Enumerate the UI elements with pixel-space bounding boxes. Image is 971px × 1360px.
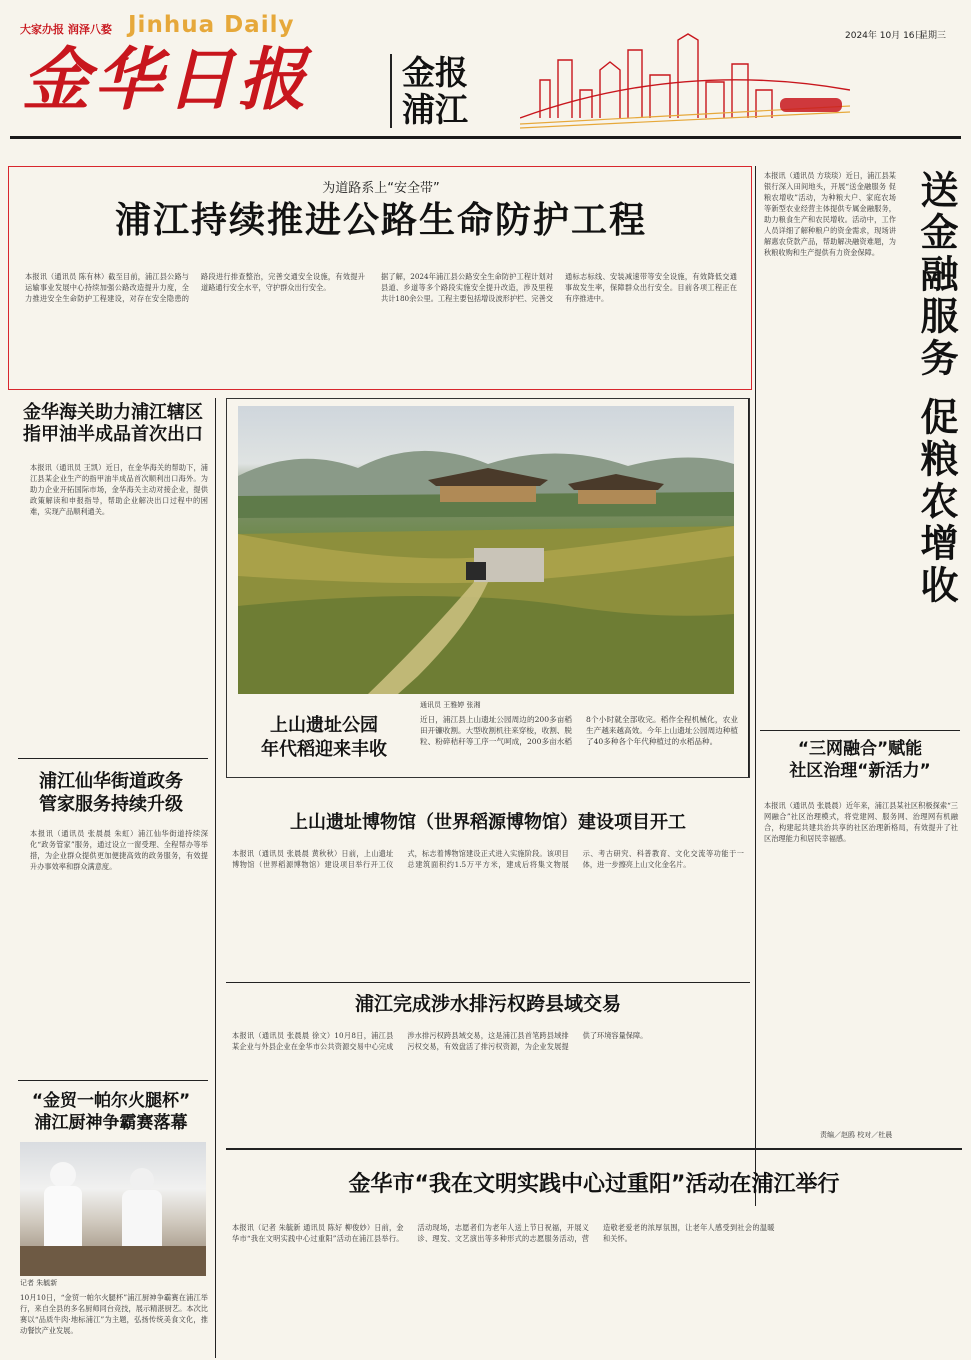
masthead-date: 2024年 10月 16日 [845, 31, 924, 41]
city-skyline-graphic [520, 20, 850, 130]
community-title: “三网融合”赋能 社区治理“新活力” [789, 739, 931, 781]
column-divider-left [215, 398, 216, 1358]
chef-title: “金贸一帕尔火腿杯” 浦江厨神争霸赛落幕 [31, 1091, 191, 1133]
lead-body-1: 本报讯（通讯员 陈有林）截至目前，浦江县公路与运输事业发展中心持续加强公路改造提升力度，全力推进安全生命防护工程建设，对存在安全隐患的路段进行排查整治，完善交通安全设施，有效提升道路通行安全水平，守护群众出行安全。 [25, 272, 365, 303]
community-editor: 责编／赵鸥 校对／杜晨 [820, 1131, 893, 1139]
masthead-weekday: 星期三 [919, 31, 947, 41]
masthead-english-name: Jinhua Daily [128, 12, 295, 38]
lead-kicker: 为道路系上“安全带” [322, 181, 440, 196]
chef-article [10, 1086, 210, 1356]
customs-article [10, 398, 210, 753]
chef-body: 10月10日，“金贸一帕尔火腿杯”浦江厨神争霸赛在浦江举行，来自全县的多名厨师同台竞技，展示精湛厨艺。本次比赛以“品质牛肉·地标浦江”为主题，弘扬传统美食文化，推动餐饮产业发展。 [20, 1293, 208, 1335]
rule-left-2 [18, 1080, 208, 1081]
masthead-edition: 金报 浦江 [402, 53, 468, 129]
finance-body: 本报讯（通讯员 方琰琰）近日，浦江县某银行深入田间地头，开展“送金融服务 促粮农增收”活动，为种粮大户、家庭农场等新型农业经营主体提供专属金融服务，助力粮食生产和农民增收。活动中，工作人员详细了解种粮户的资金需求，现场讲解惠农贷款产品，帮助解决融资难题，为秋粮收购和生产提供有力资金保障。 [764, 171, 896, 257]
chef-credit: 记者 朱毓新 [20, 1279, 58, 1287]
masthead-bottom-rule [10, 136, 961, 139]
masthead-divider [390, 54, 392, 128]
rule-right-1 [760, 730, 960, 731]
community-body: 本报讯（通讯员 张晨晨）近年来，浦江县某社区积极探索“三网融合”社区治理模式，将党建网、服务网、治理网有机融合，构建起共建共治共享的社区治理新格局，有效提升了社区治理能力和居民幸福感。 [764, 801, 958, 843]
photo-credit: 通讯员 王雅婷 张湘 [420, 701, 481, 709]
rule-left-1 [18, 758, 208, 759]
drainage-title: 浦江完成涉水排污权跨县域交易 [354, 993, 621, 1015]
museum-title: 上山遗址博物馆（世界稻源博物馆）建设项目开工 [290, 812, 686, 833]
finance-title: 送金融服务 促粮农增收 [914, 170, 958, 608]
masthead-slogan: 大家办报 润泽八婺 [20, 23, 112, 36]
lead-title: 浦江持续推进公路生命防护工程 [114, 200, 647, 241]
drainage-body: 本报讯（通讯员 张晨晨 徐文）10月8日，浦江县某企业与外县企业在金华市公共资源交易中心完成涉水排污权跨县域交易，这是浦江县首笔跨县域排污权交易，有效盘活了排污权资源，为企业发展提供了环境容量保障。 [232, 1031, 648, 1051]
masthead-name: 金华日报 [22, 40, 311, 120]
photo-caption: 近日，浦江县上山遗址公园周边的200多亩稻田开镰收割。大型收割机往来穿梭，收割、脱粒、粉碎秸秆等工序一气呵成，200多亩水稻8个小时就全部收完。稻作全程机械化，农业生产越来越高效。今年上山遗址公园周边种植了40多种各个年代种植过的水稻品种。 [420, 715, 738, 746]
lead-story-box [8, 166, 752, 390]
rule-center-1 [226, 982, 750, 983]
museum-body: 本报讯（通讯员 张晨晨 黄秋秋）日前，上山遗址博物馆（世界稻源博物馆）建设项目举行开工仪式，标志着博物馆建设正式进入实施阶段。该项目总建筑面积约1.5万平方米，建成后将集文物展示、考古研究、科普教育、文化交流等功能于一体，进一步擦亮上山文化金名片。 [232, 849, 744, 869]
masthead [0, 0, 971, 140]
xianhua-title: 浦江仙华街道政务 管家服务持续升级 [39, 771, 183, 815]
column-divider-right [755, 166, 756, 1206]
customs-body: 本报讯（通讯员 王凯）近日，在金华海关的帮助下，浦江县某企业生产的指甲油半成品首次顺利出口海外。为助力企业开拓国际市场，金华海关主动对接企业，提供政策解读和申报指导，帮助企业解决出口过程中的困难，实现产品顺利通关。 [30, 463, 208, 516]
finance-article [760, 166, 964, 726]
chongyang-title: 金华市“我在文明实践中心过重阳”活动在浦江举行 [348, 1172, 840, 1197]
customs-title: 金华海关助力浦江辖区 指甲油半成品首次出口 [23, 402, 203, 445]
photo-caption-title: 上山遗址公园 年代稻迎来丰收 [261, 715, 387, 760]
xianhua-body: 本报讯（通讯员 张晨晨 朱虹）浦江仙华街道持续深化“政务管家”服务，通过设立一窗受理、全程帮办等举措，为企业群众提供更加便捷高效的政务服务，有效提升办事效率和群众满意度。 [30, 829, 208, 871]
chef-photo [20, 1142, 206, 1276]
chongyang-body: 本报讯（记者 朱毓新 通讯员 陈好 柳俊妙）日前，金华市“我在文明实践中心过重阳”活动在浦江县举行。活动现场，志愿者们为老年人送上节日祝福，开展义诊、理发、文艺演出等多种形式的志愿服务活动，营造敬老爱老的浓厚氛围，让老年人感受到社会的温暖和关怀。 [232, 1223, 775, 1243]
chongyang-rule-top [226, 1148, 962, 1150]
xianhua-article [10, 766, 210, 1076]
lead-body-2: 据了解，2024年浦江县公路安全生命防护工程计划对县道、乡道等多个路段实施安全提升改造，涉及里程共计180余公里。工程主要包括增设波形护栏、完善交通标志标线、安装减速带等安全设施，有效降低交通事故发生率，保障群众出行安全。目前各项工程正在有序推进中。 [381, 272, 737, 303]
